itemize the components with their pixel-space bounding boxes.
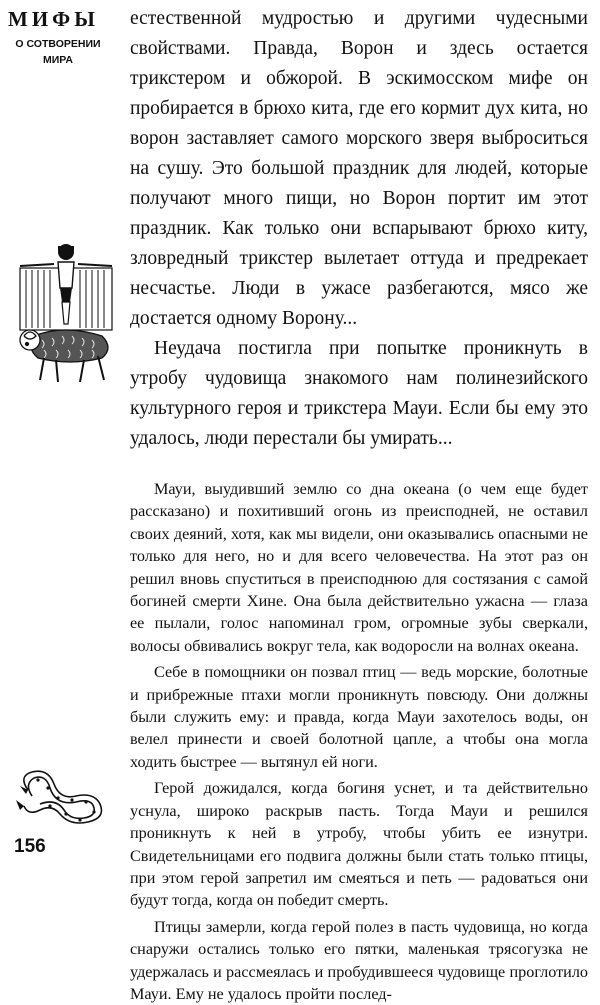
figure-on-ram-illustration xyxy=(14,240,120,390)
quoted-paragraph: Герой дожидался, когда богиня уснет, и та действительно уснула, широко раскрыв пасть. Тогда Мауи и решился проникнуть к ней в утробу, чтобы убить ее изнутри. Свидетельницами его подвига должны были стать только птицы, при этом герой запретил им смеяться и петь — радоваться они будут тогда, когда он победит смерть. xyxy=(130,779,588,910)
main-text-block xyxy=(130,4,588,454)
quoted-paragraph: Мауи, выудивший землю со дна океана (о чем еще будет рассказано) и похитивший огонь из преисподней, не оставил своих деяний, хотя, как мы видели, они оказывались опасными не только для него, но и для всего человечества. На этот раз он решил вновь спуститься в преисподнюю для состязания с самой богиней смерти Хине. Она была действительно ужасна — глаза ее пылали, голос напоминал гром, огромные зубы сверкали, волосы обвивались вокруг тела, как водоросли на волнах океана. xyxy=(130,480,588,655)
body-text xyxy=(130,4,588,1005)
series-subtitle xyxy=(8,36,108,68)
main-paragraph: Неудача постигла при попытке проникнуть в утробу чудовища знакомого нам полинезийского культурного героя и трикстера Мауи. Если бы ему это удалось, люди перестали бы умирать... xyxy=(130,338,588,449)
series-title: МИФЫ xyxy=(8,7,99,31)
subtitle-line-2: МИРА xyxy=(43,54,73,66)
serpent-illustration xyxy=(14,766,114,828)
main-paragraph: естественной мудростью и другими чудесными свойствами. Правда, Ворон и здесь остается трикстером и обжорой. В эскимосском мифе он пробирается в брюхо кита, где его кормит дух кита, но ворон заставляет самого морского зверя выброситься на сушу. Это большой праздник для людей, которые получают много пищи, но Ворон портит им этот праздник. Как только они вспарывают брюхо киту, зловредный трикстер вылетает оттуда и предрекает несчастье. Люди в ужасе разбегаются, мясо же достается одному Ворону... xyxy=(130,8,588,329)
quoted-myth-block xyxy=(130,478,588,1005)
subtitle-line-1: О СОТВОРЕНИИ xyxy=(15,38,101,50)
quoted-paragraph: Птицы замерли, когда герой полез в пасть чудовища, но когда снаружи остались только его пятки, маленькая трясогузка не удержалась и рассмеялась и пробудившееся чудовище проглотило Мауи. Ему не удалось пройти послед- xyxy=(130,917,588,1003)
quoted-paragraph: Себе в помощники он позвал птиц — ведь морские, болотные и прибрежные птахи могли проникнуть повсюду. Они должны были служить ему: и правда, когда Мауи захотелось воды, он велел принести и своей болотной цапле, а чтобы она могла ходить быстрее — вытянул ей ноги. xyxy=(130,663,588,771)
page-number: 156 xyxy=(14,836,46,857)
